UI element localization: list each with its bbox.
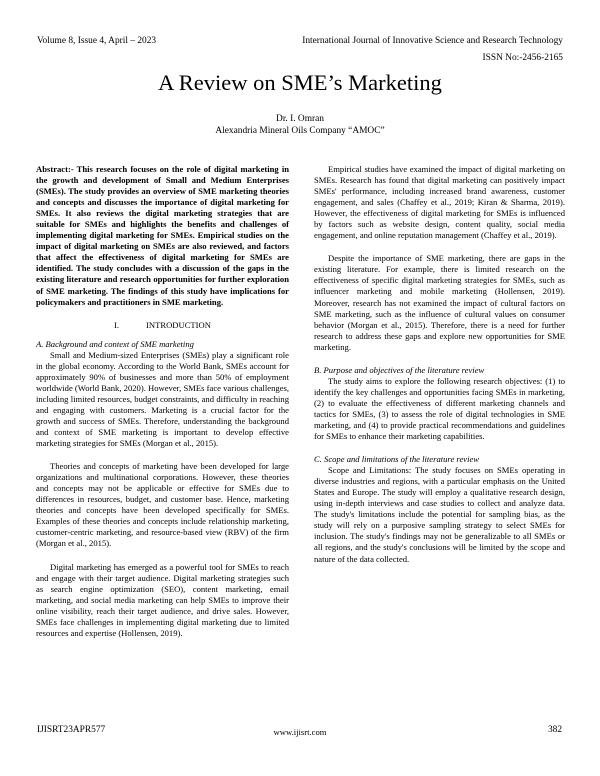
footer-page-number: 382 xyxy=(547,725,562,735)
paragraph-3: Digital marketing has emerged as a powerful tool for SMEs to reach and engage with their target audience. Digital marketing strategies such as search engine optimization (SEO), content marketing, email marketing, and social media marketing can help SMEs to improve their online visibility, reach their target audience, and drive sales. However, SMEs face challenges in implementing digital marketing due to limited resources and expertise (Hollensen, 2019). xyxy=(36,561,289,638)
spacer xyxy=(36,331,289,339)
spacer xyxy=(36,308,289,320)
paper-title: A Review on SME’s Marketing xyxy=(158,70,442,95)
spacer xyxy=(36,550,289,562)
subsection-heading-a: A. Background and context of SME marketing xyxy=(36,338,194,349)
author-name: Dr. I. Omran xyxy=(276,114,324,124)
paragraph-6: The study aims to explore the following research objectives: (1) to identify the key challenges and opportunities facing SMEs in marketing, (2) to evaluate the effectiveness of different marketing channels and tactics for SMEs, (3) to assess the role of digital technologies in SME marketing, and (4) to provide practical recommendations and guidelines for SMEs to enhance their marketing capabilities. xyxy=(314,375,565,442)
right-column xyxy=(314,164,565,565)
section-number: I. xyxy=(114,319,120,330)
spacer xyxy=(314,241,565,253)
paragraph-5: Despite the importance of SME marketing, there are gaps in the existing literature. For example, there is limited research on the effectiveness of specific digital marketing strategies for SMEs, such as influencer marketing and mobile marketing (Hollensen, 2019). Moreover, research has not examined the impact of cultural factors on SME marketing, such as the influence of cultural values on consumer behavior (Morgan et al., 2015). Therefore, there is a need for further research to address these gaps and explore new opportunities for SME marketing. xyxy=(314,253,565,352)
left-column xyxy=(36,164,289,639)
header-journal: International Journal of Innovative Science and Research Technology xyxy=(302,36,563,46)
paragraph-7: Scope and Limitations: The study focuses on SMEs operating in diverse industries and regions, with a particular emphasis on the United States and Europe. The study will employ a qualitative research design, using in-depth interviews and case studies to collect and analyze data. The study's limitations include the potential for sampling bias, as the study will rely on a purposive sampling strategy to select SMEs for inclusion. The study's findings may not be generalizable to all SMEs or all regions, and the study's conclusions will be limited by the scope and nature of the data collected. xyxy=(314,465,565,564)
header-volume: Volume 8, Issue 4, April – 2023 xyxy=(37,36,157,46)
spacer xyxy=(36,449,289,461)
spacer xyxy=(314,442,565,454)
subsection-heading-b: B. Purpose and objectives of the literature review xyxy=(314,364,485,375)
footer-article-id: IJISRT23APR577 xyxy=(37,725,106,735)
paragraph-2: Theories and concepts of marketing have been developed for large organizations and multinational corporations. However, these theories and concepts may not be applicable or effective for SMEs due to differences in resources, budget, and customer base. Hence, marketing theories and concepts have been developed specifically for SMEs. Examples of these theories and concepts include relationship marketing, customer-centric marketing, and resource-based view (RBV) of the firm (Morgan et al., 2015). xyxy=(36,461,289,549)
paragraph-4: Empirical studies have examined the impact of digital marketing on SMEs. Research has found that digital marketing can positively impact SMEs' performance, including increased brand awareness, customer engagement, and sales (Chaffey et al., 2019; Kiran & Sharma, 2019). However, the effectiveness of digital marketing for SMEs is influenced by factors such as website design, content quality, social media engagement, and online reputation management (Chaffey et al., 2019). xyxy=(314,164,565,241)
author-affiliation: Alexandria Mineral Oils Company “AMOC” xyxy=(215,126,385,136)
spacer xyxy=(314,353,565,365)
section-heading-introduction xyxy=(36,320,289,331)
subsection-heading-c: C. Scope and limitations of the literature review xyxy=(314,454,480,465)
header-issn: ISSN No:-2456-2165 xyxy=(482,53,563,63)
paragraph-1: Small and Medium-sized Enterprises (SMEs) play a significant role in the global economy. According to the World Bank, SMEs account for approximately 90% of businesses and more than 50% of employment worldwide (World Bank, 2020). However, SMEs face various challenges, including limited resources, budget constraints, and difficulty in reaching and engaging with customers. Marketing is a crucial factor for the growth and success of SMEs. Therefore, understanding the background and context of SME marketing is important to develop effective marketing strategies for SMEs (Morgan et al., 2015). xyxy=(36,349,289,449)
abstract: Abstract:- This research focuses on the role of digital marketing in the growth and development of Small and Medium Enterprises (SMEs). The study provides an overview of SME marketing theories and concepts and discusses the importance of digital marketing for SMEs. It also reviews the digital marketing strategies that are suitable for SMEs and highlights the benefits and challenges of implementing digital marketing for SMEs. Empirical studies on the impact of digital marketing on SMEs are also reviewed, and factors that affect the effectiveness of digital marketing for SMEs are identified. The study concludes with a discussion of the gaps in the existing literature and research opportunities for further exploration of SME marketing. The findings of this study have implications for policymakers and practitioners in SME marketing. xyxy=(36,164,289,307)
footer-url[interactable]: www.ijisrt.com xyxy=(273,727,327,737)
section-title: INTRODUCTION xyxy=(146,319,211,330)
